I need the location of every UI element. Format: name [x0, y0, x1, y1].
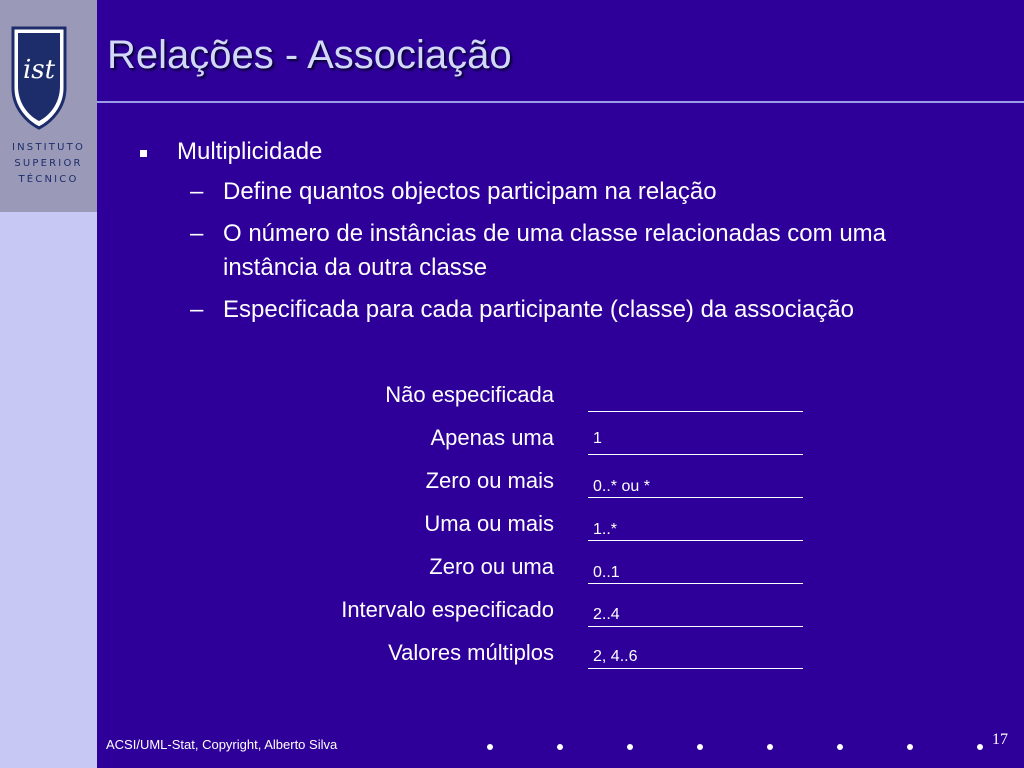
dot-icon	[697, 744, 703, 750]
row-label: Valores múltiplos	[388, 640, 554, 665]
row-label: Uma ou mais	[424, 511, 554, 536]
page-title: Relações - Associação	[107, 33, 512, 77]
logo-line-1: INSTITUTO	[11, 142, 86, 153]
dot-icon	[767, 744, 773, 750]
title-divider	[97, 101, 1024, 103]
multiplicity-value: 1..*	[593, 521, 618, 538]
multiplicity-value: 2, 4..6	[593, 648, 638, 665]
association-line	[588, 583, 803, 584]
logo-line-2: SUPERIOR	[14, 158, 83, 169]
dash-icon: –	[190, 296, 204, 323]
row-label: Zero ou uma	[429, 554, 554, 579]
association-line	[588, 540, 803, 541]
dot-icon	[627, 744, 633, 750]
ist-logo	[0, 0, 97, 212]
dot-icon	[977, 744, 983, 750]
row-label: Zero ou mais	[425, 468, 554, 493]
sidebar	[0, 0, 97, 768]
logo-line-3: TÉCNICO	[18, 174, 79, 185]
svg-text:ist: ist	[22, 55, 56, 85]
association-line	[588, 668, 803, 669]
multiplicity-value: 1	[593, 430, 602, 447]
multiplicity-value: 2..4	[593, 606, 620, 623]
association-line	[588, 497, 803, 498]
row-label: Apenas uma	[430, 425, 554, 450]
square-bullet-icon	[140, 150, 147, 157]
dot-icon	[907, 744, 913, 750]
dot-icon	[487, 744, 493, 750]
shield-icon	[11, 26, 67, 130]
page-number: 17	[992, 731, 1008, 748]
sub-bullet-text: Especificada para cada participante (classe) da associação	[223, 296, 855, 323]
dot-icon	[837, 744, 843, 750]
sub-bullet-text: O número de instâncias de uma classe relacionadas com uma instância da outra classe	[223, 220, 886, 281]
association-line	[588, 626, 803, 627]
bullet-label: Multiplicidade	[177, 138, 323, 165]
footer-dots	[0, 744, 1024, 750]
footer-copyright: ACSI/UML-Stat, Copyright, Alberto Silva	[106, 737, 338, 752]
multiplicity-value: 0..* ou *	[593, 478, 650, 495]
row-label: Não especificada	[385, 382, 554, 407]
row-label: Intervalo especificado	[341, 597, 554, 622]
dot-icon	[557, 744, 563, 750]
association-line	[588, 454, 803, 455]
association-line	[588, 411, 803, 412]
dash-icon: –	[190, 178, 204, 205]
dash-icon: –	[190, 220, 204, 247]
multiplicity-value: 0..1	[593, 564, 620, 581]
sub-bullet-text: Define quantos objectos participam na relação	[223, 178, 717, 205]
